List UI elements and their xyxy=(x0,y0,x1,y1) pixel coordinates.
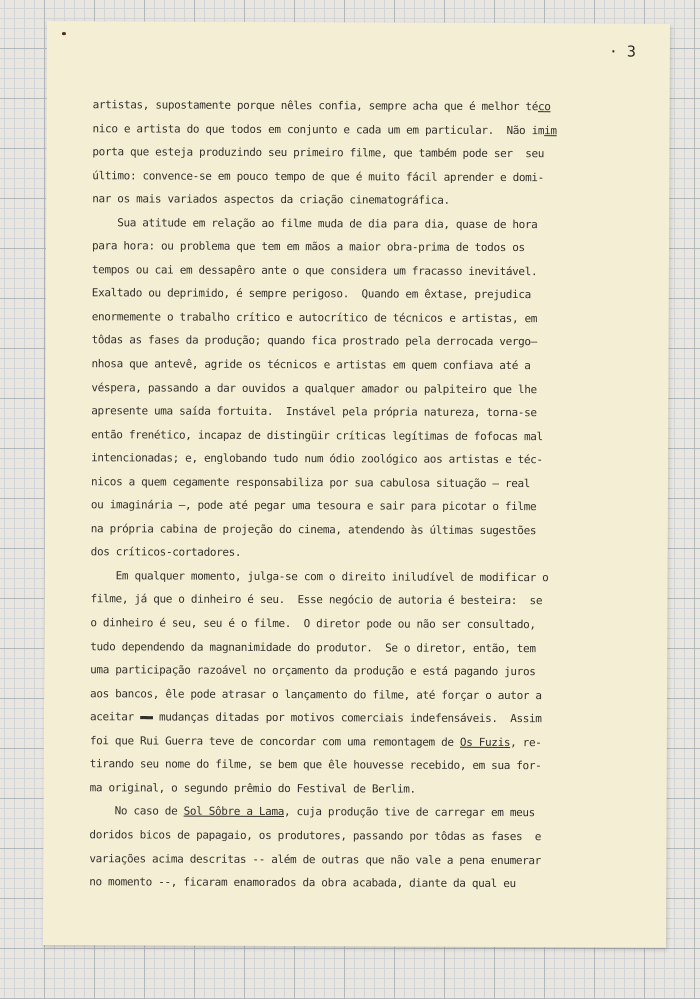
text-line: tudo dependendo da magnanimidade do produtor. Se o diretor, então, tem xyxy=(90,639,536,655)
page-number: · 3 xyxy=(608,42,637,61)
text-line: intencionadas; e, englobando tudo num ódio zoológico aos artistas e téc- xyxy=(91,451,543,467)
text-line: nhosa que antevê, agride os técnicos e artistas em quem confiava até a xyxy=(91,357,531,373)
body-text xyxy=(89,93,642,896)
paragraph-2 xyxy=(91,211,643,567)
text-line: apresente uma saída fortuita. Instável pela própria natureza, torna-se xyxy=(91,404,537,420)
paragraph-1 xyxy=(92,93,643,213)
text-line: Sua atitude em relação ao filme muda de dia para dia, quase de hora xyxy=(92,215,538,231)
underlined-title: Sol Sôbre a Lama xyxy=(183,805,285,819)
text-line: doridos bicos de papagaio, os produtores, passando por tôdas as fases e xyxy=(89,828,542,844)
text-line: aos bancos, êle pode atrasar o lançamento do filme, até forçar o autor a xyxy=(90,686,542,702)
text-line: nico e artista do que todos em conjunto e cada um em particular. Não imim xyxy=(92,121,557,137)
text-line: filme, já que o dinheiro é seu. Esse negócio de autoria é besteira: se xyxy=(90,592,543,608)
text-line: tirando seu nome do filme, se bem que êle houvesse recebido, em sua for- xyxy=(89,757,542,773)
text-line: enormemente o trabalho crítico e autocrítico de técnicos e artistas, em xyxy=(91,310,538,326)
text-line: ou imaginária —, pode até pegar uma tesoura e sair para picotar o filme xyxy=(90,498,537,514)
text-line: aceitar ▬▬ mudanças ditadas por motivos comerciais indefensáveis. Assim xyxy=(89,710,542,726)
paragraph-3 xyxy=(90,564,641,802)
text-line: no momento --, ficaram enamorados da obra acabada, diante da qual eu xyxy=(89,875,516,891)
text-line: foi que Rui Guerra teve de concordar com uma remontagem de Os Fuzis, re- xyxy=(89,733,542,749)
underlined-title: Os Fuzis xyxy=(459,735,511,749)
text-line: ma original, o segundo prêmio do Festival de Berlim. xyxy=(89,781,416,796)
text-line: uma participação razoável no orçamento da produção e está pagando juros xyxy=(90,663,536,679)
text-line: último: convence-se em pouco tempo de que é muito fácil aprender e domi- xyxy=(92,168,544,184)
text-line: o dinheiro é seu, seu é o filme. O diretor pode ou não ser consultado, xyxy=(90,616,536,632)
text-line: tempos ou cai em dessapêro ante o que considera um fracasso inevitável. xyxy=(91,263,538,278)
text-line: porta que esteja produzindo seu primeiro filme, que também pode ser seu xyxy=(92,145,545,161)
ink-dot-mark xyxy=(62,32,66,35)
text-line: então frenético, incapaz de distingüir críticas legítimas de fofocas mal xyxy=(91,427,543,443)
text-line: véspera, passando a dar ouvidos a qualquer amador ou palpiteiro que lhe xyxy=(91,380,537,396)
text-line: nicos a quem cegamente responsabiliza por sua cabulosa situação — real xyxy=(90,474,531,490)
text-line: No caso de Sol Sôbre a Lama, cuja produção tive de carregar em meus xyxy=(89,804,535,820)
text-line: Em qualquer momento, julga-se com o direito iniludível de modificar o xyxy=(90,569,549,585)
text-line: Exaltado ou deprimido, é sempre perigoso. Quando em êxtase, prejudica xyxy=(91,286,531,302)
text-line: para hora: ou problema que tem em mãos a maior obra-prima de todos os xyxy=(91,239,525,255)
text-line: dos críticos-cortadores. xyxy=(90,545,242,560)
text-line: nar os mais variados aspectos da criação cinematográfica. xyxy=(92,192,450,207)
text-line: tôdas as fases da produção; quando fica prostrado pela derrocada vergo— xyxy=(91,333,537,349)
text-line: artistas, supostamente porque nêles confia, sempre acha que é melhor téco xyxy=(92,98,551,114)
paragraph-4 xyxy=(89,800,639,897)
text-line: na própria cabina de projeção do cinema, atendendo às últimas sugestões xyxy=(90,522,537,537)
text-line: variações acima descritas -- além de outras que não vale a pena enumerar xyxy=(89,851,541,867)
typewritten-page xyxy=(43,21,670,948)
